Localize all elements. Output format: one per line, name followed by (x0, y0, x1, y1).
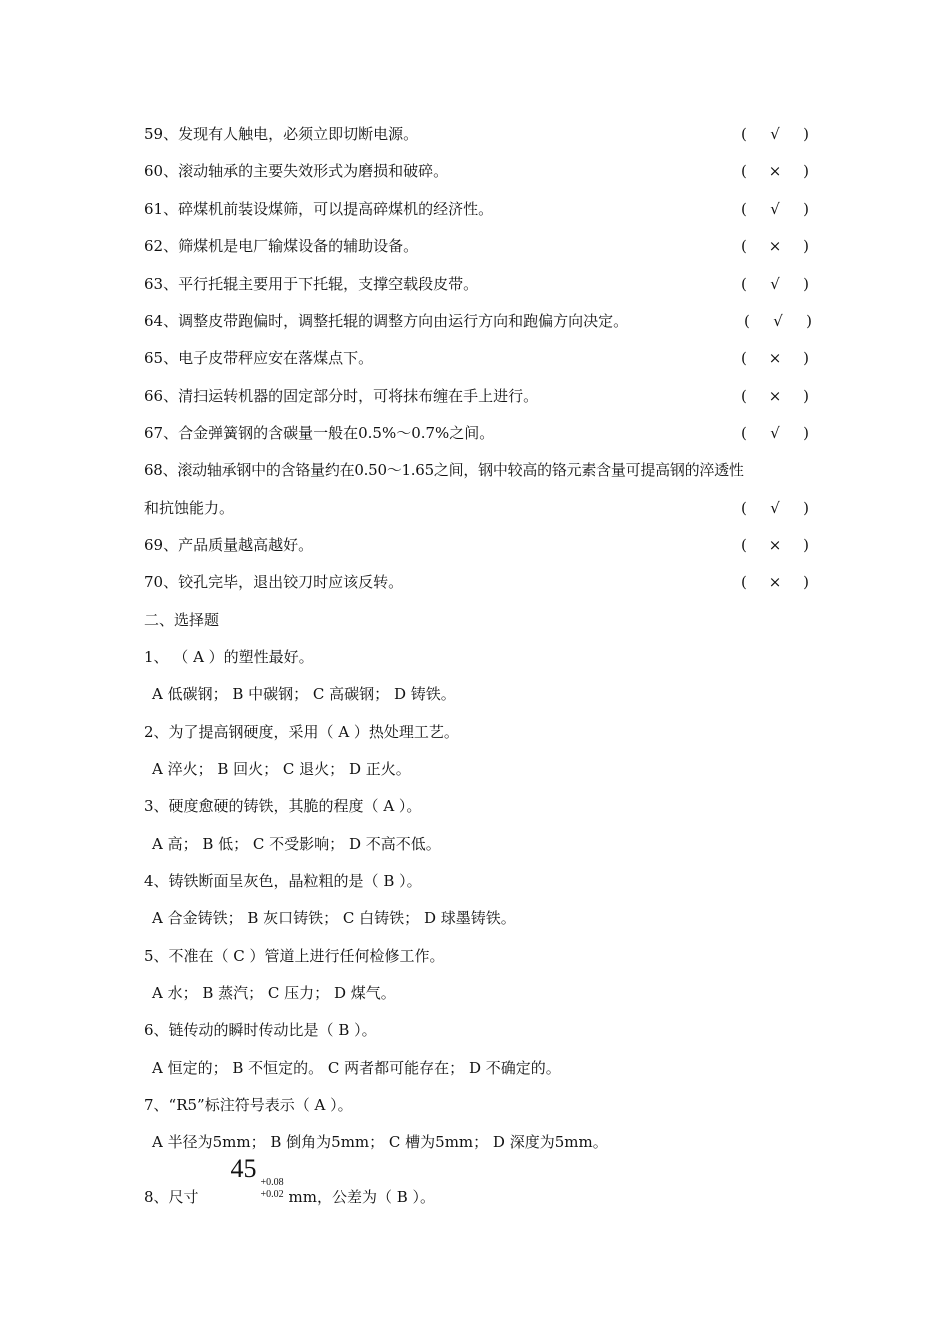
question-text: 65、电子皮带秤应安在落煤点下。 (144, 349, 374, 367)
question-text: 60、滚动轴承的主要失效形式为磨损和破碎。 (144, 162, 449, 180)
tf-item-66 (144, 384, 809, 408)
choice-options-4: A 合金铸铁； B 灰口铸铁； C 白铸铁； D 球墨铸铁。 (152, 909, 516, 927)
upper-deviation: +0.08 (260, 1177, 284, 1188)
tf-item-62 (144, 234, 809, 258)
choice-options-2: A 淬火； B 回火； C 退火； D 正火。 (152, 760, 411, 778)
answer-mark: √ (770, 499, 780, 517)
tolerance-dimension (230, 1154, 291, 1209)
choice-question-4: 4、铸铁断面呈灰色，晶粒粗的是（ B ）。 (144, 872, 422, 890)
question-text: 66、清扫运转机器的固定部分时，可将抹布缠在手上进行。 (144, 387, 539, 405)
choice-options-1: A 低碳钢； B 中碳钢； C 高碳钢； D 铸铁。 (152, 685, 456, 703)
tf-item-61 (144, 197, 809, 221)
tf-item-68-line2 (144, 496, 809, 520)
question-text: 和抗蚀能力。 (144, 499, 235, 517)
answer-bracket: ( √ ) (744, 309, 812, 333)
tf-item-68-line1: 68、滚动轴承钢中的含铬量约在0.50～1.65之间，钢中较高的铬元素含量可提高钢的淬透性 (144, 461, 744, 479)
choice-question-5: 5、不准在（ C ）管道上进行任何检修工作。 (144, 947, 445, 965)
answer-bracket: ( × ) (741, 159, 809, 183)
question-text: 61、碎煤机前装设煤筛，可以提高碎煤机的经济性。 (144, 200, 494, 218)
choice-question-8 (144, 1154, 809, 1209)
question-suffix: mm，公差为（ B ）。 (288, 1188, 436, 1206)
answer-bracket: ( × ) (741, 234, 809, 258)
answer-mark: √ (773, 312, 783, 330)
question-text: 67、合金弹簧钢的含碳量一般在0.5%～0.7%之间。 (144, 424, 495, 442)
question-text: 64、调整皮带跑偏时，调整托辊的调整方向由运行方向和跑偏方向决定。 (144, 312, 629, 330)
answer-bracket: ( × ) (741, 533, 809, 557)
answer-bracket: ( √ ) (741, 421, 809, 445)
section-title: 二、选择题 (144, 611, 220, 629)
choice-question-6: 6、链传动的瞬时传动比是（ B ）。 (144, 1021, 377, 1039)
lower-deviation: +0.02 (260, 1189, 284, 1200)
choice-options-5: A 水； B 蒸汽； C 压力； D 煤气。 (152, 984, 396, 1002)
nominal-size: 45 (230, 1154, 257, 1183)
answer-mark: √ (770, 424, 780, 442)
choice-question-3: 3、硬度愈硬的铸铁，其脆的程度（ A ）。 (144, 797, 422, 815)
answer-mark: √ (770, 200, 780, 218)
tf-item-65 (144, 346, 809, 370)
answer-bracket: ( × ) (741, 346, 809, 370)
answer-mark: × (768, 573, 782, 591)
answer-bracket: ( × ) (741, 570, 809, 594)
tf-item-59 (144, 122, 809, 146)
tf-item-64 (144, 309, 812, 333)
answer-mark: √ (770, 125, 780, 143)
question-text: 63、平行托辊主要用于下托辊，支撑空载段皮带。 (144, 275, 479, 293)
tf-item-60 (144, 159, 809, 183)
choice-question-2: 2、为了提高钢硬度，采用（ A ）热处理工艺。 (144, 723, 459, 741)
answer-mark: √ (770, 275, 780, 293)
choice-options-7: A 半径为5mm； B 倒角为5mm； C 槽为5mm； D 深度为5mm。 (152, 1133, 608, 1151)
answer-mark: × (768, 536, 782, 554)
answer-bracket: ( × ) (741, 384, 809, 408)
tf-item-67 (144, 421, 809, 445)
question-text: 69、产品质量越高越好。 (144, 536, 314, 554)
tf-item-63 (144, 272, 809, 296)
question-prefix: 8、尺寸 (144, 1188, 199, 1206)
tf-item-70 (144, 570, 809, 594)
choice-options-3: A 高； B 低； C 不受影响； D 不高不低。 (152, 835, 441, 853)
answer-mark: × (768, 237, 782, 255)
choice-question-7: 7、“R5”标注符号表示（ A ）。 (144, 1096, 353, 1114)
choice-question-1: 1、 （ A ）的塑性最好。 (144, 648, 314, 666)
answer-mark: × (768, 387, 782, 405)
choice-options-6: A 恒定的； B 不恒定的。 C 两者都可能存在； D 不确定的。 (152, 1059, 561, 1077)
question-text: 59、发现有人触电，必须立即切断电源。 (144, 125, 419, 143)
question-text: 62、筛煤机是电厂输煤设备的辅助设备。 (144, 237, 419, 255)
answer-mark: × (768, 162, 782, 180)
question-text: 70、铰孔完毕，退出铰刀时应该反转。 (144, 573, 404, 591)
answer-mark: × (768, 349, 782, 367)
answer-bracket: ( √ ) (741, 496, 809, 520)
answer-bracket: ( √ ) (741, 197, 809, 221)
answer-bracket: ( √ ) (741, 122, 809, 146)
answer-bracket: ( √ ) (741, 272, 809, 296)
tf-item-69 (144, 533, 809, 557)
